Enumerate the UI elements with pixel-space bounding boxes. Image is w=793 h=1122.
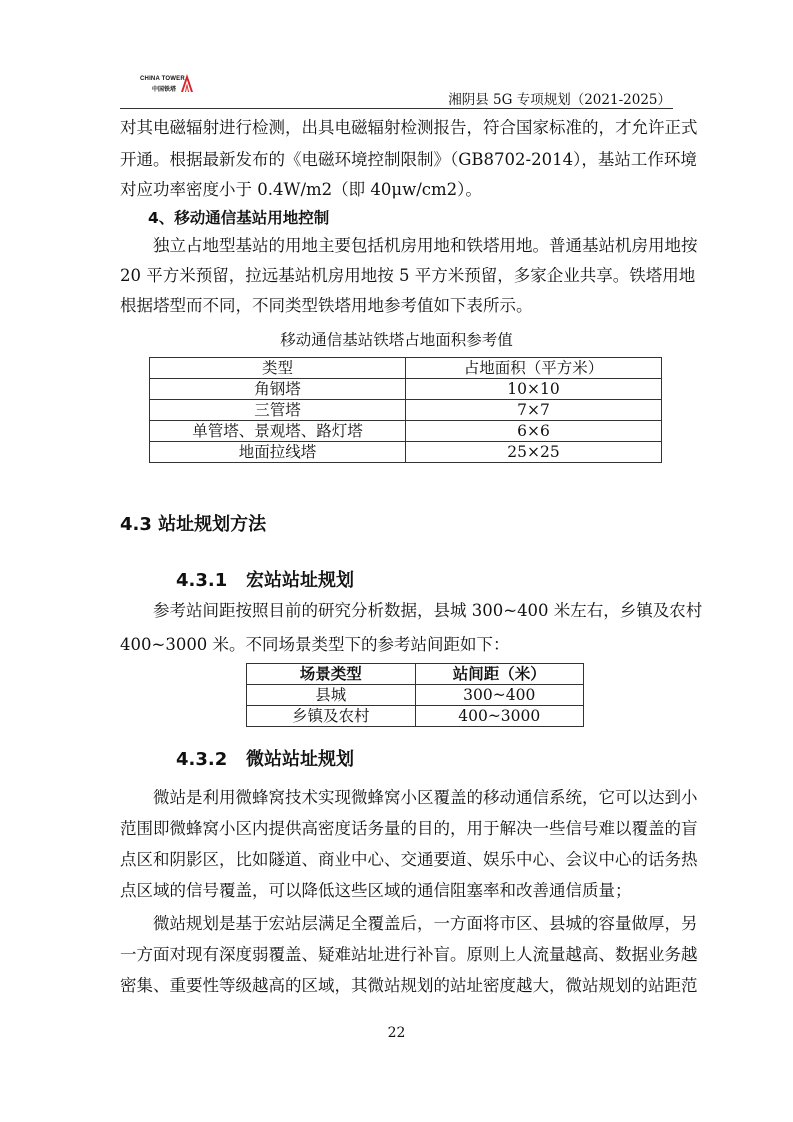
header-rule xyxy=(120,108,673,109)
body-line: 开通。根据最新发布的《电磁环境控制限制》（GB8702-2014），基站工作环境 xyxy=(120,150,697,169)
cell: 6×6 xyxy=(406,421,662,442)
body-line: 根据塔型而不同，不同类型铁塔用地参考值如下表所示。 xyxy=(120,296,533,315)
table-row xyxy=(247,706,584,727)
cell: 400~3000 xyxy=(415,706,584,727)
cell: 7×7 xyxy=(406,400,662,421)
cell: 县城 xyxy=(247,685,416,706)
header-cell: 占地面积（平方米） xyxy=(406,358,662,379)
table-row xyxy=(247,685,584,706)
body-line: 对其电磁辐射进行检测，出具电磁辐射检测报告，符合国家标准的，才允许正式 xyxy=(120,118,698,137)
section-heading-4-3-2: 4.3.2 微站站址规划 xyxy=(176,749,355,770)
cell: 角钢塔 xyxy=(150,379,406,400)
section-heading-4-3-1: 4.3.1 宏站站址规划 xyxy=(176,570,355,591)
tower-logo-icon xyxy=(180,74,194,92)
body-line: 微站是利用微蜂窝技术实现微蜂窝小区覆盖的移动通信系统，它可以达到小 xyxy=(153,788,698,807)
logo-text-en: CHINA TOWER xyxy=(140,76,185,82)
logo-text-cn: 中国铁塔 xyxy=(152,86,177,93)
body-line: 参考站间距按照目前的研究分析数据，县城 300~400 米左右，乡镇及农村 xyxy=(153,601,703,620)
body-line: 微站规划是基于宏站层满足全覆盖后，一方面将市区、县城的容量做厚，另 xyxy=(153,914,698,933)
body-line: 范围即微蜂窝小区内提供高密度话务量的目的，用于解决一些信号难以覆盖的盲 xyxy=(120,819,698,838)
table-header-row xyxy=(247,664,584,685)
body-line: 对应功率密度小于 0.4W/m2（即 40μw/cm2）。 xyxy=(120,180,482,199)
subheading-land-control: 4、移动通信基站用地控制 xyxy=(148,209,330,227)
cell: 25×25 xyxy=(406,442,662,463)
page-number: 22 xyxy=(387,1025,406,1041)
table-row xyxy=(150,421,662,442)
table-row xyxy=(150,442,662,463)
cell: 地面拉线塔 xyxy=(150,442,406,463)
body-line: 一方面对现有深度弱覆盖、疑难站址进行补盲。原则上人流量越高、数据业务越 xyxy=(120,945,698,964)
body-line: 点区和阴影区，比如隧道、商业中心、交通要道、娱乐中心、会议中心的话务热 xyxy=(120,850,698,869)
header-cell: 场景类型 xyxy=(247,664,416,685)
tower-area-table xyxy=(149,357,662,463)
china-tower-logo xyxy=(140,74,240,100)
cell: 单管塔、景观塔、路灯塔 xyxy=(150,421,406,442)
section-heading-4-3: 4.3 站址规划方法 xyxy=(120,514,267,535)
cell: 三管塔 xyxy=(150,400,406,421)
body-line: 独立占地型基站的用地主要包括机房用地和铁塔用地。普通基站机房用地按 xyxy=(153,236,698,255)
table-header-row xyxy=(150,358,662,379)
body-line: 400~3000 米。不同场景类型下的参考站间距如下： xyxy=(120,635,510,654)
header-cell: 类型 xyxy=(150,358,406,379)
station-spacing-table xyxy=(246,663,584,727)
body-line: 点区域的信号覆盖，可以降低这些区域的通信阻塞率和改善通信质量； xyxy=(120,881,632,900)
cell: 300~400 xyxy=(415,685,584,706)
cell: 10×10 xyxy=(406,379,662,400)
cell: 乡镇及农村 xyxy=(247,706,416,727)
table-row xyxy=(150,400,662,421)
table-row xyxy=(150,379,662,400)
header-cell: 站间距（米） xyxy=(415,664,584,685)
table-caption: 移动通信基站铁塔占地面积参考值 xyxy=(280,331,513,349)
body-line: 20 平方米预留，拉远基站机房用地按 5 平方米预留，多家企业共享。铁塔用地 xyxy=(120,266,696,285)
body-line: 密集、重要性等级越高的区域，其微站规划的站址密度越大，微站规划的站距范 xyxy=(120,976,698,995)
header-title: 湘阴县 5G 专项规划（2021-2025） xyxy=(448,92,671,108)
